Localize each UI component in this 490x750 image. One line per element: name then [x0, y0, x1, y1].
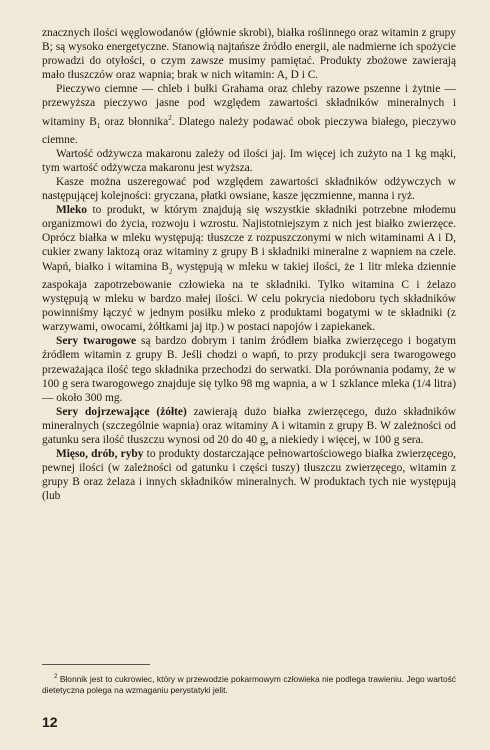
paragraph-text: . Dlatego należy podawać obok pieczywa białego, pieczywo ciemne. [42, 115, 456, 146]
paragraph-text: są bardzo dobrym i tanim źródłem białka zwierzęcego i bogatym źródłem witamin z grupy B. Jeśli chodzi o wapń, to przy produkcji sera twarogowego przeważająca ilość tego składnika przechodzi do serwatki. Dla porównania podamy, że w 100 g sera twarogowego znajduje się tylko 98 mg wapnia, a w 1 szklance mleka (1/4 litra) — około 300 mg. [42, 335, 456, 404]
paragraph-text: Wartość odżywcza makaronu zależy od ilości jaj. Im więcej ich zużyto na 1 kg mąki, tym wartość odżywcza makaronu jest wyższa. [42, 147, 456, 174]
subscript: 1 [96, 121, 101, 130]
paragraph-groats [42, 175, 456, 203]
paragraph-cottage-cheese [42, 334, 456, 404]
bold-term: Sery dojrzewające (żółte) [56, 405, 187, 418]
bold-term: Mięso, drób, ryby [56, 448, 144, 461]
paragraph-ripened-cheese [42, 405, 456, 447]
paragraph-pasta [42, 147, 456, 175]
paragraph-text: znacznych ilości węglowodanów (głównie skrobi), białka roślinnego oraz witamin z grupy B; są wysoko energetyczne. Stanowią najtańsze źródło energii, ale nadmierne ich spożycie prowadzi do otyłości, o czym zawsze musimy pamiętać. Produkty zbożowe zawierają mało tłuszczów oraz wapnia; brak w nich witamin: A, D i C. [42, 27, 456, 82]
paragraph-text: Kasze można uszeregować pod względem zawartości składników odżywczych w następującej kolejności: gryczana, płatki owsiane, kasze jęczmienne, manna i ryż. [42, 176, 456, 203]
paragraph-text: to produkt, w którym znajdują się wszystkie składniki potrzebne młodemu organizmowi do życia, rozwoju i wzrostu. Najistotniejszym z nich jest białko zwierzęce. Oprócz białka w mleku występują: tłuszcze z rozpuszczonymi w nich witaminami A i D, cukier zwany laktozą oraz witaminy z grupy B i składniki mineralne z wapniem na czele. Wapń, białko i witamina B [42, 204, 456, 273]
footnote [42, 672, 456, 696]
footnote-marker: 2 [54, 674, 58, 680]
paragraph-text: oraz błonnika [100, 115, 169, 128]
paragraph-text: zawierają dużo białka zwierzęcego, dużo składników mineralnych (szczególnie wapnia) oraz witaminy A i witamin z grupy B. W zależności od gatunku sera ilość tłuszczu wynosi od 20 do 40 g, a niekiedy i więcej, w 100 g sera. [42, 405, 456, 446]
body-text [42, 26, 456, 503]
paragraph-text: to produkty dostarczające pełnowartościowego białka zwierzęcego, pewnej ilości (w zależności od gatunku i części tuszy) tłuszczu zwierzęcego, witamin z grupy B oraz żelaza i innych składników mineralnych. W produktach tych nie występują (lub [42, 448, 456, 503]
bold-term: Sery twarogowe [56, 335, 137, 348]
footnote-text: Błonnik jest to cukrowiec, który w przewodzie pokarmowym człowieka nie podlega trawieniu. Jego wartość dietetyczna polega na wzmaganiu perystatyki jelit. [42, 673, 456, 695]
paragraph-milk [42, 203, 456, 334]
footnote-divider [42, 664, 150, 665]
paragraph-cereals [42, 26, 456, 82]
paragraph-text: występują w mleku w takiej ilości, że 1 litr mleka dziennie zaspokaja zapotrzebowanie człowieka na te składniki. Tylko witamina C i żelazo występują w mleku w bardzo małej ilości. W celu pokrycia niedoboru tych składników powinniśmy łączyć w jednym posiłku mleko z produktami bogatymi w te składniki (z warzywami, owocami, żółtkami jaj itp.) w postaci napojów i zapiekanek. [42, 260, 456, 334]
subscript: 2 [168, 266, 173, 275]
footnote-reference: 2 [168, 113, 172, 122]
bold-term: Mleko [56, 204, 88, 217]
paragraph-text: Pieczywo ciemne — chleb i bułki Grahama oraz chleby razowe pszenne i żytnie — przewyższa pieczywo jasne pod względem zawartości składników mineralnych i witaminy B [42, 83, 456, 128]
paragraph-dark-bread [42, 82, 456, 146]
page-number: 12 [42, 714, 58, 730]
paragraph-meat [42, 447, 456, 503]
